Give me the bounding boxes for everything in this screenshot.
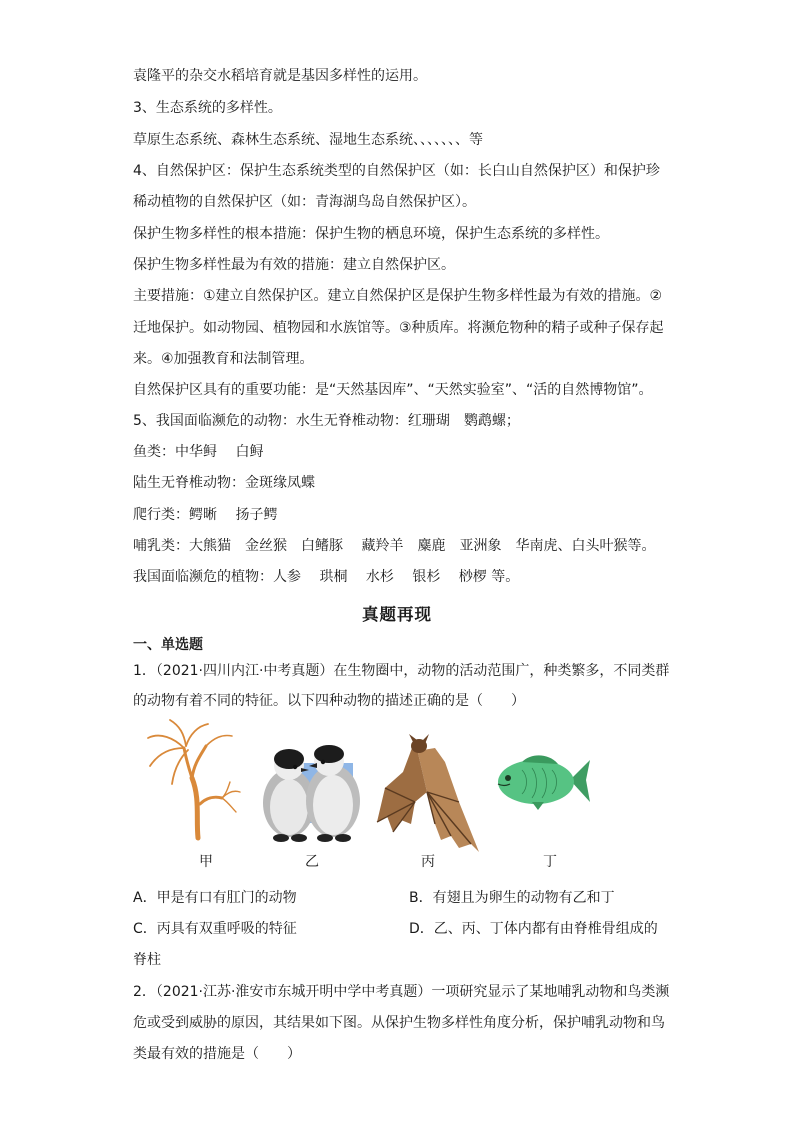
image-caption: 乙 — [305, 854, 319, 870]
note-line: 迁地保护。如动物园、植物园和水族馆等。③种质库。将濒危物种的精子或种子保存起 — [133, 320, 664, 336]
note-line: 稀动植物的自然保护区（如：青海湖鸟岛自然保护区）。 — [133, 194, 476, 210]
option-b: B．有翅且为卵生的动物有乙和丁 — [409, 890, 615, 906]
option-d-continued: 脊柱 — [133, 952, 161, 968]
note-line: 陆生无脊椎动物：金斑缘凤蝶 — [133, 475, 315, 491]
image-caption: 甲 — [199, 854, 213, 870]
option-d: D．乙、丙、丁体内都有由脊椎骨组成的 — [409, 921, 658, 937]
penguins-image — [257, 745, 367, 843]
note-line: 哺乳类：大熊猫 金丝猴 白鳍豚 藏羚羊 麋鹿 亚洲象 华南虎、白头叶猴等。 — [133, 538, 656, 554]
note-line: 5、我国面临濒危的动物：水生无脊椎动物：红珊瑚 鹦鹉螺； — [133, 413, 520, 429]
note-line: 袁隆平的杂交水稻培育就是基因多样性的运用。 — [133, 68, 427, 84]
section-subtitle: 一、单选题 — [133, 637, 203, 653]
image-caption: 丙 — [421, 854, 435, 870]
section-title: 真题再现 — [362, 605, 432, 624]
note-line: 主要措施：①建立自然保护区。建立自然保护区是保护生物多样性最为有效的措施。② — [133, 288, 663, 304]
option-a: A．甲是有口有肛门的动物 — [133, 890, 297, 906]
note-line: 爬行类：鳄晰 扬子鳄 — [133, 507, 278, 523]
fish-image — [492, 750, 592, 812]
note-line: 保护生物多样性的根本措施：保护生物的栖息环境，保护生态系统的多样性。 — [133, 226, 609, 242]
note-line: 草原生态系统、森林生态系统、湿地生态系统、、、、、、、等 — [133, 132, 483, 148]
image-caption: 丁 — [543, 854, 557, 870]
question-2-stem: 2．（2021·江苏·淮安市东城开明中学中考真题）一项研究显示了某地哺乳动物和鸟类濒 — [133, 984, 670, 1000]
question-2-stem: 危或受到威胁的原因，其结果如下图。从保护生物多样性角度分析，保护哺乳动物和鸟 — [133, 1015, 665, 1031]
option-c: C．丙具有双重呼吸的特征 — [133, 921, 297, 937]
note-line: 鱼类：中华鲟 白鲟 — [133, 444, 264, 460]
note-line: 自然保护区具有的重要功能：是“天然基因库”、“天然实验室”、“活的自然博物馆”。 — [133, 382, 653, 398]
question-1-stem: 1．（2021·四川内江·中考真题）在生物圈中，动物的活动范围广，种类繁多，不同类群 — [133, 663, 670, 679]
note-line: 来。④加强教育和法制管理。 — [133, 351, 314, 367]
question-1-stem: 的动物有着不同的特征。以下四种动物的描述正确的是（ ） — [133, 693, 525, 709]
question-2-stem: 类最有效的措施是（ ） — [133, 1046, 301, 1062]
bat-image — [375, 732, 485, 856]
note-line: 4、自然保护区：保护生态系统类型的自然保护区（如：长白山自然保护区）和保护珍 — [133, 163, 660, 179]
note-line: 3、生态系统的多样性。 — [133, 100, 282, 116]
hydra-image — [140, 718, 242, 842]
note-line: 我国面临濒危的植物：人参 珙桐 水杉 银杉 桫椤 等。 — [133, 569, 520, 585]
note-line: 保护生物多样性最为有效的措施：建立自然保护区。 — [133, 257, 455, 273]
